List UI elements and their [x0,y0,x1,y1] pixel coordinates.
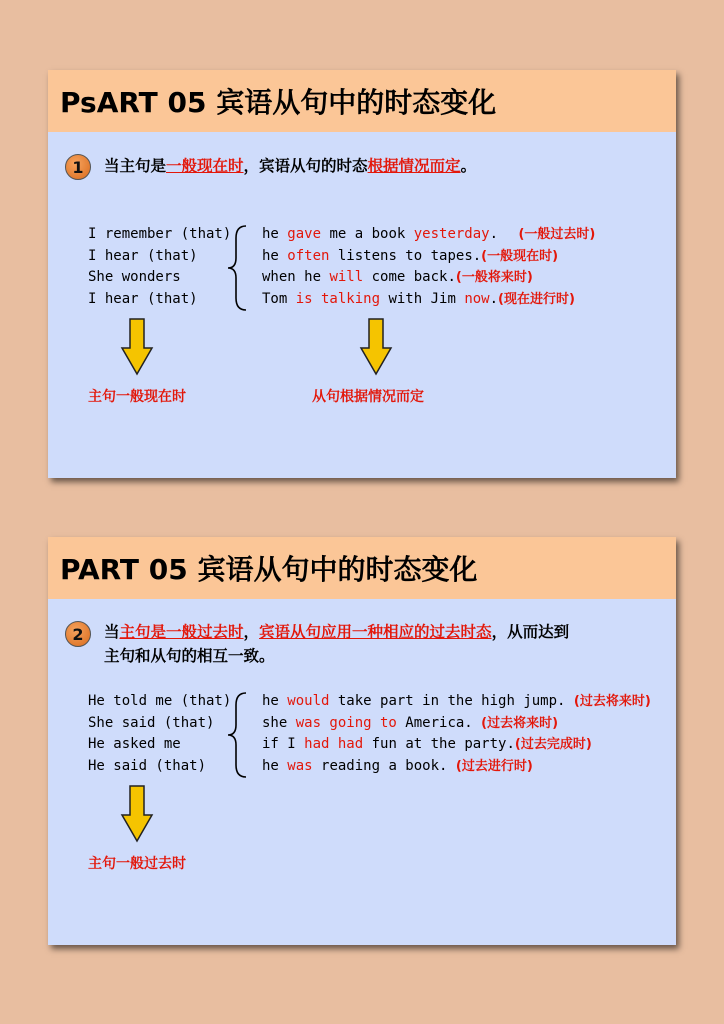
intro-text: ，宾语从句的时态 [243,157,368,175]
down-arrow-icon [120,785,154,843]
tense-note: (过去将来时) [481,715,559,731]
object-clause: he gave me a book yesterday. (一般过去时) [262,226,596,242]
main-clause-tense-label: 主句一般过去时 [88,856,186,872]
main-clause: He told me (that) [88,693,232,709]
main-clause: She wonders [88,269,181,285]
main-clause: He asked me [88,736,181,752]
number-badge-1: 1 [65,154,91,180]
intro-text: ， [243,623,260,641]
slide-2 [48,537,676,945]
object-clause: he was reading a book. (过去进行时) [262,757,533,774]
intro-highlight: 根据情况而定 [367,157,461,175]
main-clause: I hear (that) [88,290,198,307]
intro-text: 当主句是 [104,157,167,175]
object-clause: if I had had fun at the party.(过去完成时) [262,736,592,752]
object-clause-list [262,224,595,310]
slide-1 [48,70,676,478]
main-clause-tense-label: 主句一般现在时 [88,389,186,405]
object-clause: he often listens to tapes.(一般现在时) [262,247,559,264]
slide-1-title: PsART 05 宾语从句中的时态变化 [48,70,676,132]
main-clause-list [88,224,231,310]
object-clause: when he will come back.(一般将来时) [262,269,533,285]
object-clause-list [262,691,651,777]
intro-highlight: 宾语从句应用一种相应的过去时态 [259,623,492,641]
intro-text: 。 [460,157,477,175]
intro-highlight: 主句是一般过去时 [119,623,244,641]
slide-2-title: PART 05 宾语从句中的时态变化 [48,537,676,599]
clause-tense-label: 从句根据情况而定 [312,389,424,405]
main-clause: I remember (that) [88,226,232,242]
tense-note: (一般现在时) [481,248,559,264]
intro-text: ，从而达到 [491,623,570,641]
slide-2-intro [104,620,664,668]
main-clause: He said (that) [88,757,207,774]
object-clause: Tom is talking with Jim now.(现在进行时) [262,290,575,307]
main-clause: I hear (that) [88,247,198,264]
tense-note: (过去完成时) [514,737,592,752]
tense-note: (一般过去时) [518,227,596,242]
tense-note: (过去将来时) [573,694,651,709]
curly-brace-icon [226,691,252,779]
intro-highlight: 一般现在时 [166,157,244,175]
curly-brace-icon [226,224,252,312]
main-clause-list [88,691,231,777]
intro-text: 主句和从句的相互一致。 [104,647,275,665]
intro-text: 当 [104,623,120,641]
slide-1-intro [104,154,476,178]
object-clause: she was going to America. (过去将来时) [262,714,559,731]
tense-note: (过去进行时) [455,758,533,774]
tense-note: (一般将来时) [455,270,533,285]
number-badge-2: 2 [65,621,91,647]
tense-note: (现在进行时) [498,291,575,307]
down-arrow-icon [359,318,393,376]
main-clause: She said (that) [88,714,215,731]
down-arrow-icon [120,318,154,376]
object-clause: he would take part in the high jump. (过去将来时) [262,693,651,709]
